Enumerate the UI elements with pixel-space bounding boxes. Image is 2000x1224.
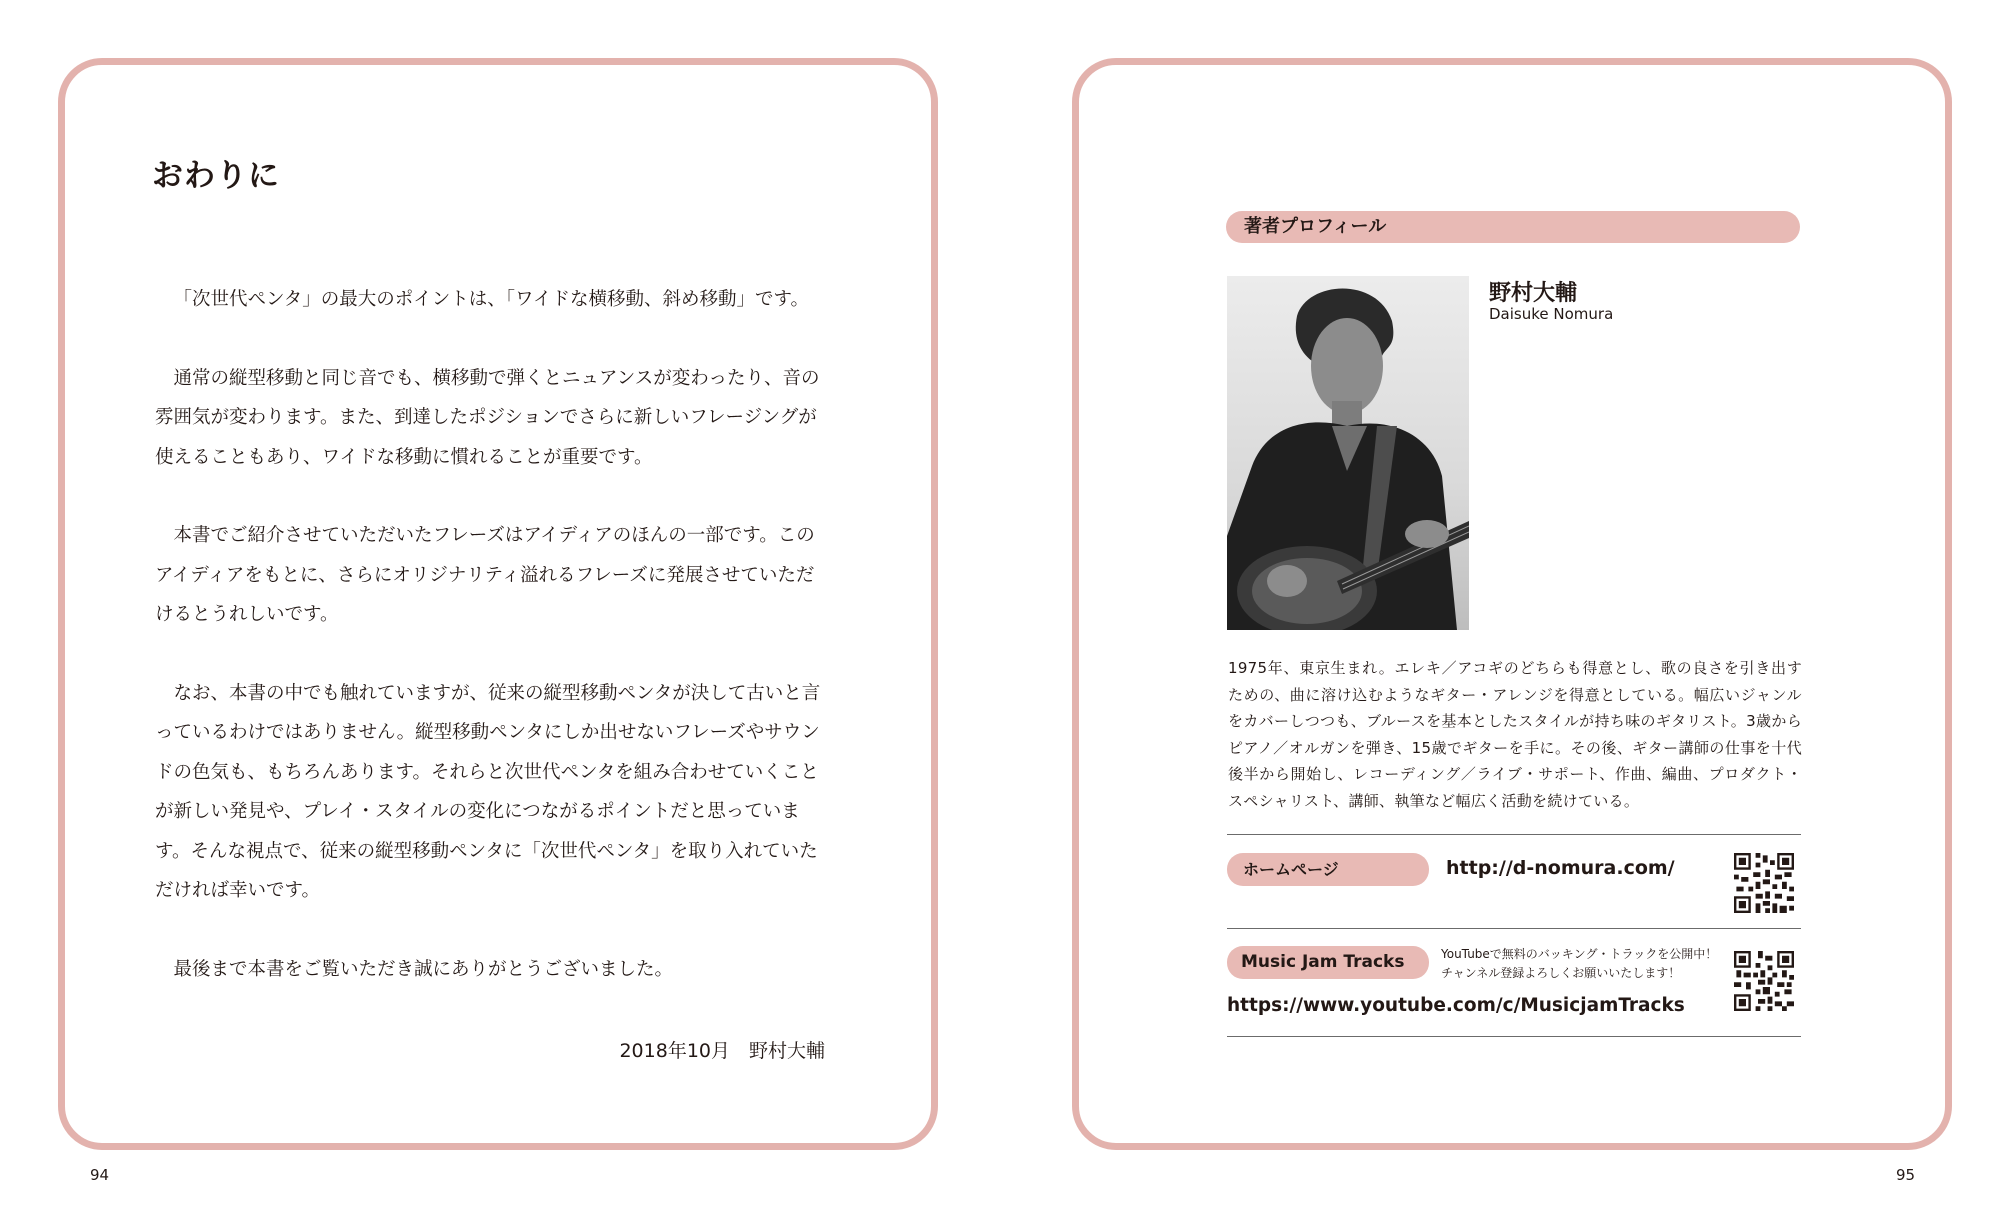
youtube-note-line: YouTubeで無料のバッキング・トラックを公開中！: [1441, 947, 1718, 961]
paragraph: 最後まで本書をご覧いただき誠にありがとうございました。: [173, 958, 674, 980]
youtube-note: [1441, 945, 1717, 983]
author-photo: [1227, 276, 1469, 630]
paragraph: なお、本書の中でも触れていますが、従来の縦型移動ペンタが決して古いと言っているわけではありません。縦型移動ペンタにしか出せないフレーズやサウンドの色気も、もちろんあります。それらと次世代ペンタを組み合わせていくことが新しい発見や、プレイ・スタイルの変化につながるポイントだと思っています。そんな視点で、従来の縦型移動ペンタに「次世代ペンタ」を取り入れていただければ幸いです。: [155, 682, 821, 901]
homepage-link[interactable]: http://d-nomura.com/: [1446, 857, 1675, 879]
qr-code-icon: [1734, 853, 1794, 913]
youtube-note-line: チャンネル登録よろしくお願いいたします！: [1441, 966, 1681, 980]
divider: [1227, 834, 1801, 835]
section-title: 著者プロフィール: [1226, 211, 1800, 243]
youtube-link[interactable]: https://www.youtube.com/c/MusicjamTracks: [1227, 995, 1685, 1016]
page-number: 94: [90, 1166, 110, 1184]
afterword-body: [155, 280, 825, 1028]
paragraph: 通常の縦型移動と同じ音でも、横移動で弾くとニュアンスが変わったり、音の雰囲気が変わります。また、到達したポジションでさらに新しいフレージングが使えることもあり、ワイドな移動に慣れることが重要です。: [155, 367, 820, 468]
music-jam-tracks-label: Music Jam Tracks: [1227, 946, 1429, 979]
divider: [1227, 928, 1801, 929]
author-romaji: Daisuke Nomura: [1489, 305, 1614, 323]
homepage-label: ホームページ: [1227, 853, 1429, 886]
qr-code-icon: [1734, 951, 1794, 1011]
author-bio: 1975年、東京生まれ。エレキ／アコギのどちらも得意とし、歌の良さを引き出すための、曲に溶け込むようなギター・アレンジを得意としている。幅広いジャンルをカバーしつつも、ブルースを基本としたスタイルが持ち味のギタリスト。3歳からピアノ／オルガンを弾き、15歳でギターを手に。その後、ギター講師の仕事を十代後半から開始し、レコーディング／ライブ・サポート、作曲、編曲、プロダクト・スペシャリスト、講師、執筆など幅広く活動を続けている。: [1228, 659, 1802, 810]
signature: 2018年10月 野村大輔: [619, 1040, 825, 1062]
page-title: おわりに: [152, 158, 280, 194]
page-number: 95: [1896, 1166, 1916, 1184]
paragraph: 「次世代ペンタ」の最大のポイントは、「ワイドな横移動、斜め移動」です。: [173, 289, 809, 310]
author-name: 野村大輔: [1489, 281, 1578, 306]
paragraph: 本書でご紹介させていただいたフレーズはアイディアのほんの一部です。このアイディアをもとに、さらにオリジナリティ溢れるフレーズに発展させていただけるとうれしいです。: [155, 525, 815, 625]
divider: [1227, 1036, 1801, 1037]
